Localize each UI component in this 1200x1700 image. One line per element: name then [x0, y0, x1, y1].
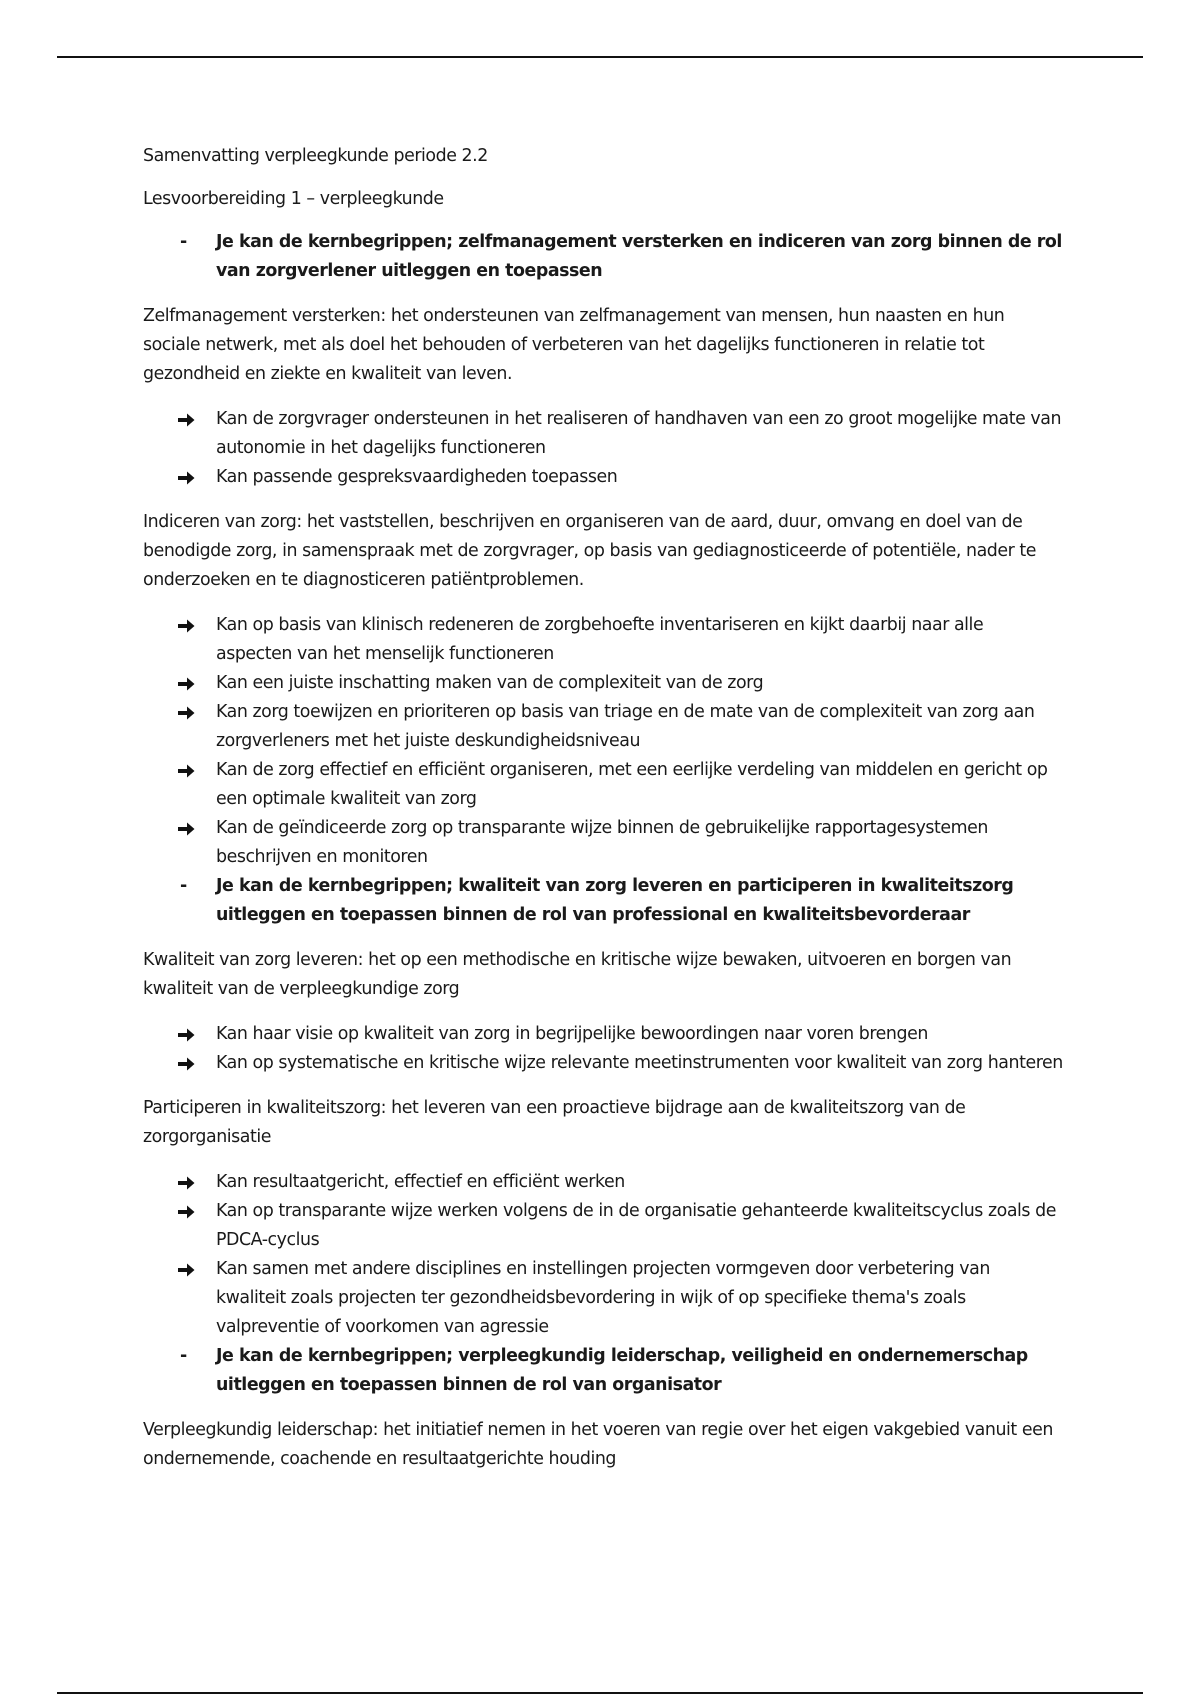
arrow-right-icon — [178, 1020, 202, 1042]
list-item — [143, 814, 1063, 872]
document-subtitle: Lesvoorbereiding 1 – verpleegkunde — [143, 189, 444, 209]
list-item — [143, 228, 1063, 286]
list-item-text: Kan de geïndiceerde zorg op transparante wijze binnen de gebruikelijke rapportagesystemen beschrijven en monitoren — [216, 818, 988, 867]
section1-heading-list — [143, 228, 1063, 286]
header-rule — [57, 56, 1143, 58]
list-item-text: Kan samen met andere disciplines en instellingen projecten vormgeven door verbetering van kwaliteit zoals projecten ter gezondheidsbevordering in wijk of op specifieke thema's zoals valpreventie of voorkomen van agressie — [216, 1259, 990, 1337]
list-item — [143, 463, 1063, 492]
list-item — [143, 1049, 1063, 1078]
dash-bullet: - — [180, 876, 187, 896]
list-item — [143, 1020, 1063, 1049]
arrow-right-icon — [178, 1197, 202, 1219]
list-item-text: Kan op basis van klinisch redeneren de zorgbehoefte inventariseren en kijkt daarbij naar alle aspecten van het menselijk functioneren — [216, 615, 984, 664]
list-item — [143, 669, 1063, 698]
section2-heading: Je kan de kernbegrippen; kwaliteit van zorg leveren en participeren in kwaliteitszorg uitleggen en toepassen binnen de rol van professional en kwaliteitsbevorderaar — [216, 876, 1014, 925]
arrow-right-icon — [178, 698, 202, 720]
list-item — [143, 611, 1063, 669]
document-body — [143, 142, 1063, 1490]
list-item — [143, 756, 1063, 814]
dash-bullet: - — [180, 1346, 187, 1366]
list-item-text: Kan zorg toewijzen en prioriteren op basis van triage en de mate van de complexiteit van zorg aan zorgverleners met het juiste deskundigheidsniveau — [216, 702, 1035, 751]
list-item — [143, 698, 1063, 756]
participeren-definition: Participeren in kwaliteitszorg: het leveren van een proactieve bijdrage aan de kwaliteitszorg van de zorgorganisatie — [143, 1098, 966, 1147]
list-item-text: Kan op transparante wijze werken volgens de in de organisatie gehanteerde kwaliteitscyclus zoals de PDCA-cyclus — [216, 1201, 1056, 1250]
arrow-right-icon — [178, 1255, 202, 1277]
list-item — [143, 1342, 1063, 1400]
zelfmanagement-list — [143, 405, 1063, 492]
list-item-text: Kan de zorgvrager ondersteunen in het realiseren of handhaven van een zo groot mogelijke mate van autonomie in het dagelijks functioneren — [216, 409, 1062, 458]
arrow-right-icon — [178, 669, 202, 691]
arrow-right-icon — [178, 611, 202, 633]
list-item — [143, 405, 1063, 463]
list-item — [143, 1255, 1063, 1342]
kwaliteit-list — [143, 1020, 1063, 1078]
section1-heading: Je kan de kernbegrippen; zelfmanagement versterken en indiceren van zorg binnen de rol van zorgverlener uitleggen en toepassen — [216, 232, 1062, 281]
arrow-right-icon — [178, 405, 202, 427]
arrow-right-icon — [178, 463, 202, 485]
list-item — [143, 1168, 1063, 1197]
list-item-text: Kan resultaatgericht, effectief en efficiënt werken — [216, 1172, 625, 1192]
leiderschap-definition: Verpleegkundig leiderschap: het initiatief nemen in het voeren van regie over het eigen vakgebied vanuit een ondernemende, coachende en resultaatgerichte houding — [143, 1420, 1053, 1469]
indiceren-definition: Indiceren van zorg: het vaststellen, beschrijven en organiseren van de aard, duur, omvang en doel van de benodigde zorg, in samenspraak met de zorgvrager, op basis van gediagnosticeerde of potentiële, nader te onderzoeken en te diagnosticeren patiëntproblemen. — [143, 512, 1037, 590]
section3-heading-list — [143, 1342, 1063, 1400]
list-item-text: Kan op systematische en kritische wijze relevante meetinstrumenten voor kwaliteit van zorg hanteren — [216, 1053, 1063, 1073]
document-title: Samenvatting verpleegkunde periode 2.2 — [143, 146, 488, 166]
list-item — [143, 1197, 1063, 1255]
section3-heading: Je kan de kernbegrippen; verpleegkundig leiderschap, veiligheid en ondernemerschap uitleggen en toepassen binnen de rol van organisator — [216, 1346, 1028, 1395]
list-item-text: Kan de zorg effectief en efficiënt organiseren, met een eerlijke verdeling van middelen en gericht op een optimale kwaliteit van zorg — [216, 760, 1048, 809]
footer-rule — [57, 1692, 1143, 1694]
arrow-right-icon — [178, 814, 202, 836]
indiceren-list — [143, 611, 1063, 872]
participeren-list — [143, 1168, 1063, 1342]
kwaliteit-definition: Kwaliteit van zorg leveren: het op een methodische en kritische wijze bewaken, uitvoeren en borgen van kwaliteit van de verpleegkundige zorg — [143, 950, 1012, 999]
dash-bullet: - — [180, 232, 187, 252]
list-item-text: Kan een juiste inschatting maken van de complexiteit van de zorg — [216, 673, 764, 693]
list-item-text: Kan passende gespreksvaardigheden toepassen — [216, 467, 618, 487]
arrow-right-icon — [178, 756, 202, 778]
list-item — [143, 872, 1063, 930]
section2-heading-list — [143, 872, 1063, 930]
arrow-right-icon — [178, 1168, 202, 1190]
arrow-right-icon — [178, 1049, 202, 1071]
list-item-text: Kan haar visie op kwaliteit van zorg in begrijpelijke bewoordingen naar voren brengen — [216, 1024, 928, 1044]
zelfmanagement-definition: Zelfmanagement versterken: het ondersteunen van zelfmanagement van mensen, hun naasten en hun sociale netwerk, met als doel het behouden of verbeteren van het dagelijks functioneren in relatie tot gezondheid en ziekte en kwaliteit van leven. — [143, 306, 1005, 384]
